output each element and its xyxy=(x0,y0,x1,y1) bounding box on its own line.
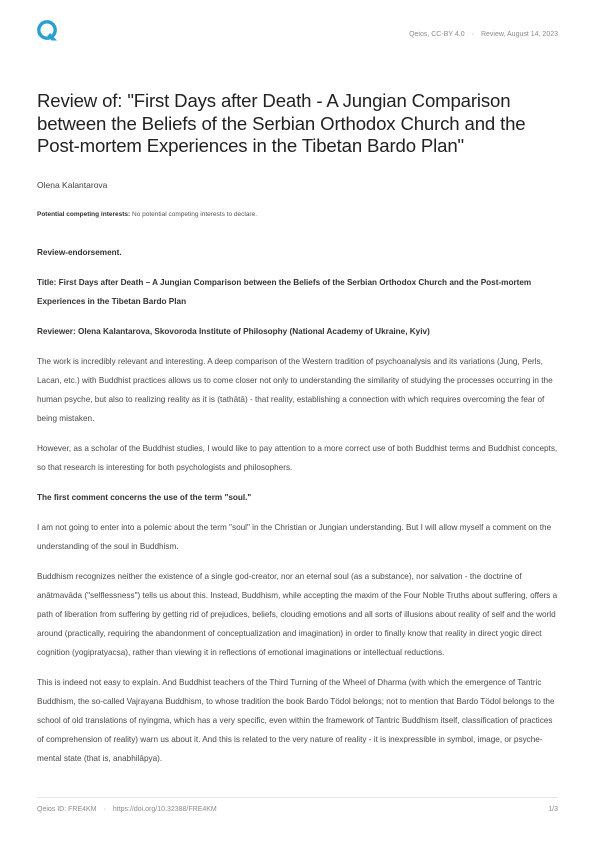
endorsement-heading: Review-endorsement. xyxy=(37,248,122,257)
reviewer-line: Reviewer: Olena Kalantarova, Skovoroda Institute of Philosophy (National Academy of Ukraine, Kyiv) xyxy=(37,327,430,336)
paragraph-2: However, as a scholar of the Buddhist studies, I would like to pay attention to a more correct use of both Buddhist terms and Buddhist concepts, so that research is interesting for both psychologists and philosophers. xyxy=(37,444,558,472)
license-source: Qeios, CC-BY 4.0 xyxy=(409,31,465,38)
doi-link[interactable]: https://doi.org/10.32388/FRE4KM xyxy=(112,806,217,813)
qeios-id: Qeios ID: FRE4KM xyxy=(37,806,97,813)
footer-left xyxy=(37,806,217,813)
section-heading-soul: The first comment concerns the use of the term "soul." xyxy=(37,493,252,502)
header-meta xyxy=(409,31,558,38)
paragraph-3: I am not going to enter into a polemic about the term "soul" in the Christian or Jungian understanding. But I will allow myself a comment on the understanding of the soul in Buddhism. xyxy=(37,523,552,551)
paragraph-1: The work is incredibly relevant and interesting. A deep comparison of the Western tradition of psychoanalysis and its variations (Jung, Perls, Lacan, etc.) with Buddhist practices allows us to come closer not only to understanding the similarity of studying the processes occurring in the human psyche, but also to realizing reality as it is (tathātā) - that reality, establishing a connection with which requires overcoming the fear of being mistaken. xyxy=(37,357,553,423)
page-number: 1/3 xyxy=(548,806,558,813)
paragraph-5: This is indeed not easy to explain. And Buddhist teachers of the Third Turning of the Wheel of Dharma (with which the emergence of Tantric Buddhism, the so-called Vajrayana Buddhism, to whose tradition the book Bardo Tödol belongs; not to mention that Bardo Tödol belongs to the school of old translations of nyingma, which has a very specific, even within the framework of Tantric Buddhism itself, classification of practices of comprehension of reality) warn us about it. And this is related to the very nature of reality - it is inexpressible in symbol, image, or psyche-mental state (that is, anabhilāpya). xyxy=(37,678,555,763)
reviewed-title-line: Title: First Days after Death – A Jungian Comparison between the Beliefs of the Serbian Orthodox Church and the Post-mortem Experiences in the Tibetan Bardo Plan xyxy=(37,278,532,306)
header-separator: · xyxy=(471,31,474,38)
qeios-logo-icon[interactable] xyxy=(37,20,59,42)
footer-divider xyxy=(37,797,558,798)
page-title: Review of: "First Days after Death - A Jungian Comparison between the Beliefs of the Serbian Orthodox Church and the Post-mortem Experiences in the Tibetan Bardo Plan" xyxy=(37,90,526,156)
author-name[interactable]: Olena Kalantarova xyxy=(37,180,108,190)
review-date: Review, August 14, 2023 xyxy=(480,31,558,38)
competing-interests-text: No potential competing interests to declare. xyxy=(132,211,258,218)
competing-interests xyxy=(37,211,257,218)
footer-separator: · xyxy=(103,806,106,813)
paragraph-4: Buddhism recognizes neither the existence of a single god-creator, nor an eternal soul (as a substance), nor salvation - the doctrine of anātmavāda ("selflessness") tells us about this. Instead, Buddhism, while accepting the maxim of the Four Noble Truths about suffering, offers a path of liberation from suffering by getting rid of prejudices, beliefs, clouding emotions and all sorts of illusions about reality of self and the world around (practically, requiring the abandonment of conceptualization and imagination) in order to finally know that reality in direct yogic direct cognition (yogipratyacṣa), rather than viewing it in reflections of emotional imaginations or intellectual reductions. xyxy=(37,572,558,657)
competing-interests-label: Potential competing interests: xyxy=(37,211,131,218)
review-body xyxy=(37,243,559,779)
